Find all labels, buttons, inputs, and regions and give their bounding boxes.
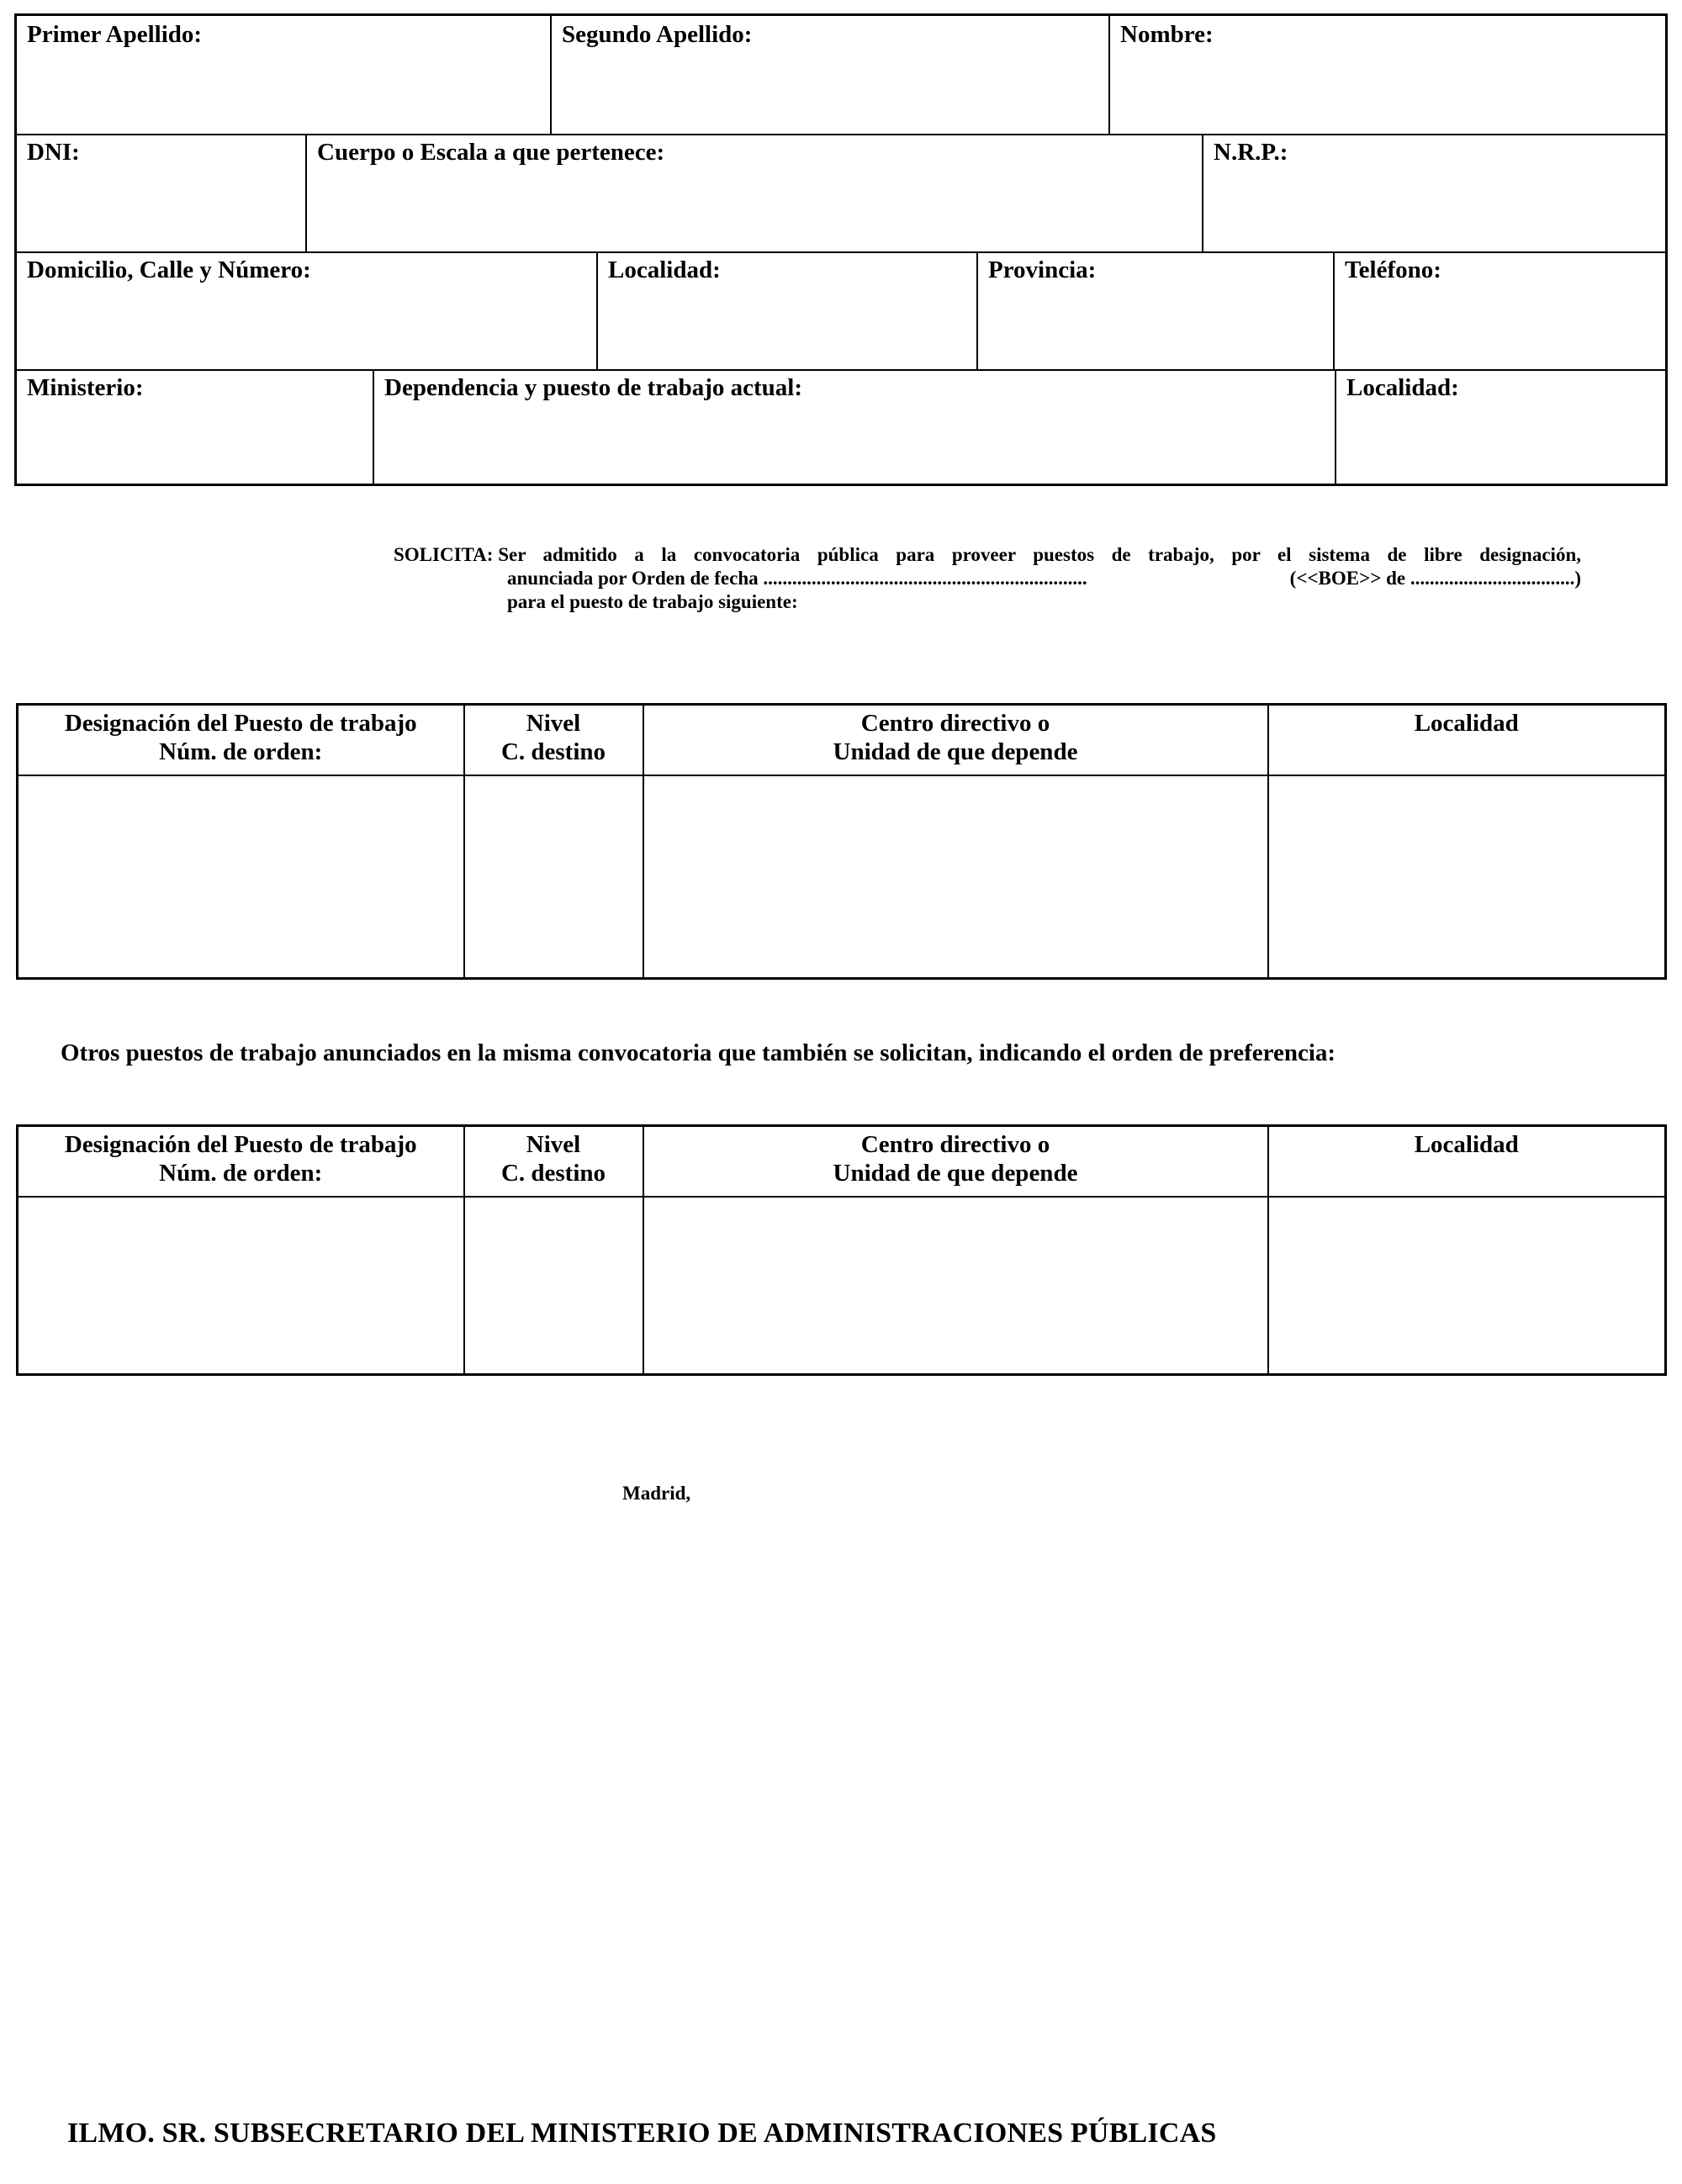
- solicita-line-1: [394, 543, 1581, 567]
- solicita-paragraph: [394, 543, 1581, 614]
- header-nivel: [464, 705, 643, 775]
- place-date-line: Madrid,: [622, 1483, 691, 1504]
- header-designacion: [18, 705, 464, 775]
- solicita-line-3: para el puesto de trabajo siguiente:: [507, 591, 798, 612]
- requested-job-header-row: [18, 705, 1666, 775]
- centro-cell[interactable]: [643, 1197, 1268, 1375]
- personal-data-grid: [14, 13, 1668, 486]
- header-centro-line1: Centro directivo o: [860, 1131, 1050, 1158]
- header-nivel-line1: Nivel: [526, 710, 581, 737]
- other-jobs-header-row: [18, 1126, 1666, 1197]
- header-nivel-line1: Nivel: [526, 1131, 581, 1158]
- telefono-field[interactable]: [1335, 251, 1665, 369]
- header-localidad-text: Localidad: [1414, 710, 1519, 737]
- cuerpo-field[interactable]: [307, 134, 1203, 251]
- other-jobs-table: [16, 1124, 1667, 1376]
- solicita-line-2: [394, 567, 1581, 590]
- header-nivel-line2: C. destino: [500, 738, 606, 765]
- domicilio-label: Domicilio, Calle y Número:: [27, 256, 311, 283]
- personal-row-id: [17, 134, 1665, 253]
- cuerpo-label: Cuerpo o Escala a que pertenece:: [317, 139, 665, 166]
- solicita-lead: SOLICITA:: [394, 544, 499, 565]
- telefono-label: Teléfono:: [1345, 256, 1441, 283]
- header-localidad: [1268, 705, 1666, 775]
- header-localidad: [1268, 1126, 1666, 1197]
- header-nivel-line2: C. destino: [500, 1160, 606, 1187]
- dni-label: DNI:: [27, 139, 80, 166]
- localidad-cell[interactable]: [1268, 775, 1666, 979]
- header-designacion-line2: Núm. de orden:: [159, 1160, 323, 1187]
- addressee-line: ILMO. SR. SUBSECRETARIO DEL MINISTERIO DE ADMINISTRACIONES PÚBLICAS: [67, 2118, 1217, 2149]
- nombre-field[interactable]: [1110, 16, 1665, 134]
- ministerio-field[interactable]: [17, 369, 374, 486]
- provincia-label: Provincia:: [988, 256, 1097, 283]
- header-centro-line2: Unidad de que depende: [833, 1160, 1078, 1187]
- ministerio-label: Ministerio:: [27, 374, 144, 401]
- localidad-label: Localidad:: [608, 256, 721, 283]
- other-jobs-entry-row: [18, 1197, 1666, 1375]
- header-localidad-text: Localidad: [1414, 1131, 1519, 1158]
- header-centro: [643, 705, 1268, 775]
- personal-row-job: [17, 369, 1665, 486]
- header-centro-line2: Unidad de que depende: [833, 738, 1078, 765]
- primer-apellido-label: Primer Apellido:: [27, 21, 203, 48]
- header-designacion-line1: Designación del Puesto de trabajo: [64, 710, 417, 737]
- header-designacion-line1: Designación del Puesto de trabajo: [64, 1131, 417, 1158]
- provincia-field[interactable]: [978, 251, 1335, 369]
- dependencia-field[interactable]: [374, 369, 1336, 486]
- requested-job-entry-row: [18, 775, 1666, 979]
- nrp-field[interactable]: [1203, 134, 1665, 251]
- nivel-cell[interactable]: [464, 1197, 643, 1375]
- segundo-apellido-field[interactable]: [552, 16, 1110, 134]
- nrp-label: N.R.P.:: [1214, 139, 1288, 166]
- designacion-cell[interactable]: [18, 775, 464, 979]
- nivel-cell[interactable]: [464, 775, 643, 979]
- solicita-line-1-text: Ser admitido a la convocatoria pública para proveer puestos de trabajo, por el sistema de libre designación,: [498, 544, 1581, 565]
- primer-apellido-field[interactable]: [17, 16, 552, 134]
- solicita-line-2-b: (<<BOE>> de ..................................): [1289, 568, 1581, 589]
- personal-row-names: [17, 16, 1665, 135]
- dependencia-label: Dependencia y puesto de trabajo actual:: [384, 374, 803, 401]
- header-centro-line1: Centro directivo o: [860, 710, 1050, 737]
- centro-cell[interactable]: [643, 775, 1268, 979]
- requested-job-table: [16, 703, 1667, 980]
- header-nivel: [464, 1126, 643, 1197]
- localidad-actual-label: Localidad:: [1346, 374, 1459, 401]
- domicilio-field[interactable]: [17, 251, 598, 369]
- header-designacion-line2: Núm. de orden:: [159, 738, 323, 765]
- nombre-label: Nombre:: [1120, 21, 1214, 48]
- localidad-cell[interactable]: [1268, 1197, 1666, 1375]
- localidad-field[interactable]: [598, 251, 978, 369]
- other-jobs-instruction: Otros puestos de trabajo anunciados en la misma convocatoria que también se solicitan, indicando el orden de preferencia:: [61, 1039, 1336, 1066]
- solicita-line-2-a: anunciada por Orden de fecha ...................................................................: [507, 568, 1087, 589]
- personal-row-address: [17, 251, 1665, 371]
- header-designacion: [18, 1126, 464, 1197]
- localidad-actual-field[interactable]: [1336, 369, 1665, 486]
- header-centro: [643, 1126, 1268, 1197]
- segundo-apellido-label: Segundo Apellido:: [562, 21, 753, 48]
- dni-field[interactable]: [17, 134, 307, 251]
- designacion-cell[interactable]: [18, 1197, 464, 1375]
